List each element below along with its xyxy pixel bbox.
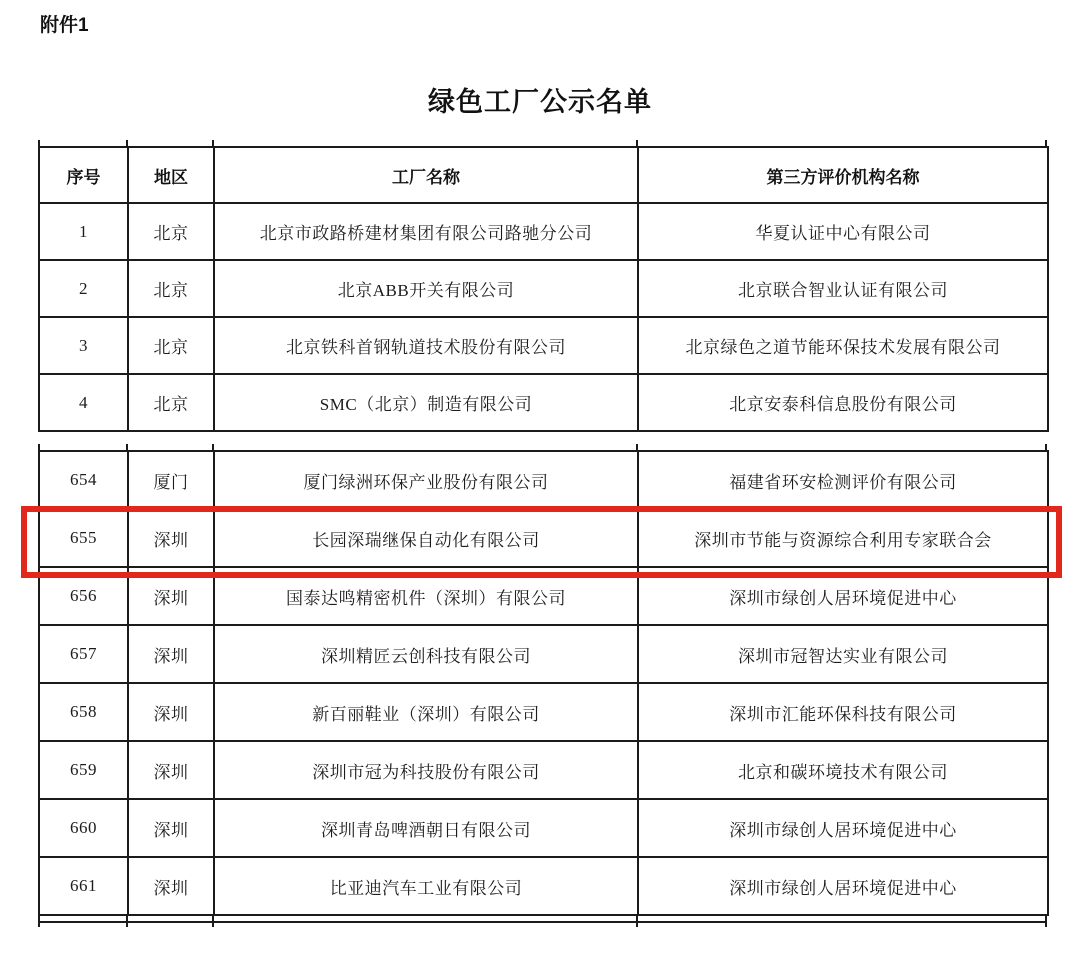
table-row <box>39 374 1048 431</box>
cut-mark <box>212 140 214 146</box>
cut-mark <box>212 916 214 921</box>
region-cell: 深圳 <box>128 509 214 567</box>
table-section-bottom <box>38 450 1049 927</box>
factory-name-cell: 国泰达鸣精密机件（深圳）有限公司 <box>214 567 638 625</box>
region-cell: 深圳 <box>128 625 214 683</box>
agency-cell: 北京安泰科信息股份有限公司 <box>638 374 1048 431</box>
factories-table-top <box>38 146 1049 432</box>
cut-mark <box>126 916 128 921</box>
cut-mark <box>38 444 40 450</box>
factory-name-cell: 长园深瑞继保自动化有限公司 <box>214 509 638 567</box>
cut-mark <box>636 444 638 450</box>
region-cell: 深圳 <box>128 683 214 741</box>
col-header-serial: 序号 <box>39 147 128 203</box>
region-cell: 深圳 <box>128 857 214 915</box>
agency-cell: 华夏认证中心有限公司 <box>638 203 1048 260</box>
factories-table-bottom <box>38 450 1049 916</box>
region-cell: 深圳 <box>128 799 214 857</box>
region-cell: 北京 <box>128 203 214 260</box>
factory-name-cell: 新百丽鞋业（深圳）有限公司 <box>214 683 638 741</box>
page-title: 绿色工厂公示名单 <box>428 87 652 117</box>
region-cell: 北京 <box>128 374 214 431</box>
factory-name-cell: 深圳市冠为科技股份有限公司 <box>214 741 638 799</box>
serial-cell: 4 <box>39 374 128 431</box>
cut-mark <box>126 444 128 450</box>
serial-cell: 661 <box>39 857 128 915</box>
factory-name-cell: SMC（北京）制造有限公司 <box>214 374 638 431</box>
agency-cell: 深圳市冠智达实业有限公司 <box>638 625 1048 683</box>
cut-mark <box>636 916 638 921</box>
cut-mark <box>126 923 128 927</box>
table-row <box>39 203 1048 260</box>
cut-mark <box>212 923 214 927</box>
factory-name-cell: 比亚迪汽车工业有限公司 <box>214 857 638 915</box>
serial-cell: 658 <box>39 683 128 741</box>
serial-cell: 1 <box>39 203 128 260</box>
cut-mark <box>38 140 40 146</box>
cut-mark <box>1045 444 1047 450</box>
cut-mark <box>38 923 40 927</box>
cut-mark <box>636 923 638 927</box>
table-row <box>39 799 1048 857</box>
region-cell: 北京 <box>128 260 214 317</box>
agency-cell: 深圳市绿创人居环境促进中心 <box>638 799 1048 857</box>
table-cut-marks-bottom <box>38 923 1047 927</box>
col-header-factory: 工厂名称 <box>214 147 638 203</box>
table-section-top <box>38 146 1049 432</box>
cut-mark <box>38 916 40 921</box>
region-cell: 厦门 <box>128 451 214 509</box>
serial-cell: 656 <box>39 567 128 625</box>
agency-cell: 福建省环安检测评价有限公司 <box>638 451 1048 509</box>
region-cell: 深圳 <box>128 741 214 799</box>
agency-cell: 深圳市汇能环保科技有限公司 <box>638 683 1048 741</box>
factory-name-cell: 北京ABB开关有限公司 <box>214 260 638 317</box>
factory-name-cell: 北京市政路桥建材集团有限公司路驰分公司 <box>214 203 638 260</box>
factory-name-cell: 北京铁科首钢轨道技术股份有限公司 <box>214 317 638 374</box>
serial-cell: 654 <box>39 451 128 509</box>
table-row-highlighted <box>39 509 1048 567</box>
header-row <box>39 147 1048 203</box>
attachment-label: 附件1 <box>40 15 89 36</box>
serial-cell: 2 <box>39 260 128 317</box>
serial-cell: 660 <box>39 799 128 857</box>
factory-name-cell: 厦门绿洲环保产业股份有限公司 <box>214 451 638 509</box>
table-cut-marks-middle <box>38 444 1047 450</box>
table-row <box>39 683 1048 741</box>
agency-cell: 深圳市节能与资源综合利用专家联合会 <box>638 509 1048 567</box>
table-row <box>39 857 1048 915</box>
factory-name-cell: 深圳精匠云创科技有限公司 <box>214 625 638 683</box>
table-row <box>39 451 1048 509</box>
table-row <box>39 625 1048 683</box>
factory-name-cell: 深圳青岛啤酒朝日有限公司 <box>214 799 638 857</box>
table-row <box>39 567 1048 625</box>
col-header-region: 地区 <box>128 147 214 203</box>
col-header-agency: 第三方评价机构名称 <box>638 147 1048 203</box>
serial-cell: 659 <box>39 741 128 799</box>
cut-mark <box>212 444 214 450</box>
cut-mark <box>1045 140 1047 146</box>
cut-mark <box>1045 923 1047 927</box>
region-cell: 深圳 <box>128 567 214 625</box>
cut-mark <box>126 140 128 146</box>
region-cell: 北京 <box>128 317 214 374</box>
serial-cell: 3 <box>39 317 128 374</box>
agency-cell: 深圳市绿创人居环境促进中心 <box>638 567 1048 625</box>
serial-cell: 657 <box>39 625 128 683</box>
table-row <box>39 317 1048 374</box>
agency-cell: 北京绿色之道节能环保技术发展有限公司 <box>638 317 1048 374</box>
table-cut-marks-top <box>38 140 1047 146</box>
agency-cell: 北京联合智业认证有限公司 <box>638 260 1048 317</box>
partial-next-row <box>38 916 1047 921</box>
table-row <box>39 260 1048 317</box>
cut-mark <box>1045 916 1047 921</box>
table-row <box>39 741 1048 799</box>
cut-mark <box>636 140 638 146</box>
agency-cell: 北京和碳环境技术有限公司 <box>638 741 1048 799</box>
agency-cell: 深圳市绿创人居环境促进中心 <box>638 857 1048 915</box>
serial-cell: 655 <box>39 509 128 567</box>
